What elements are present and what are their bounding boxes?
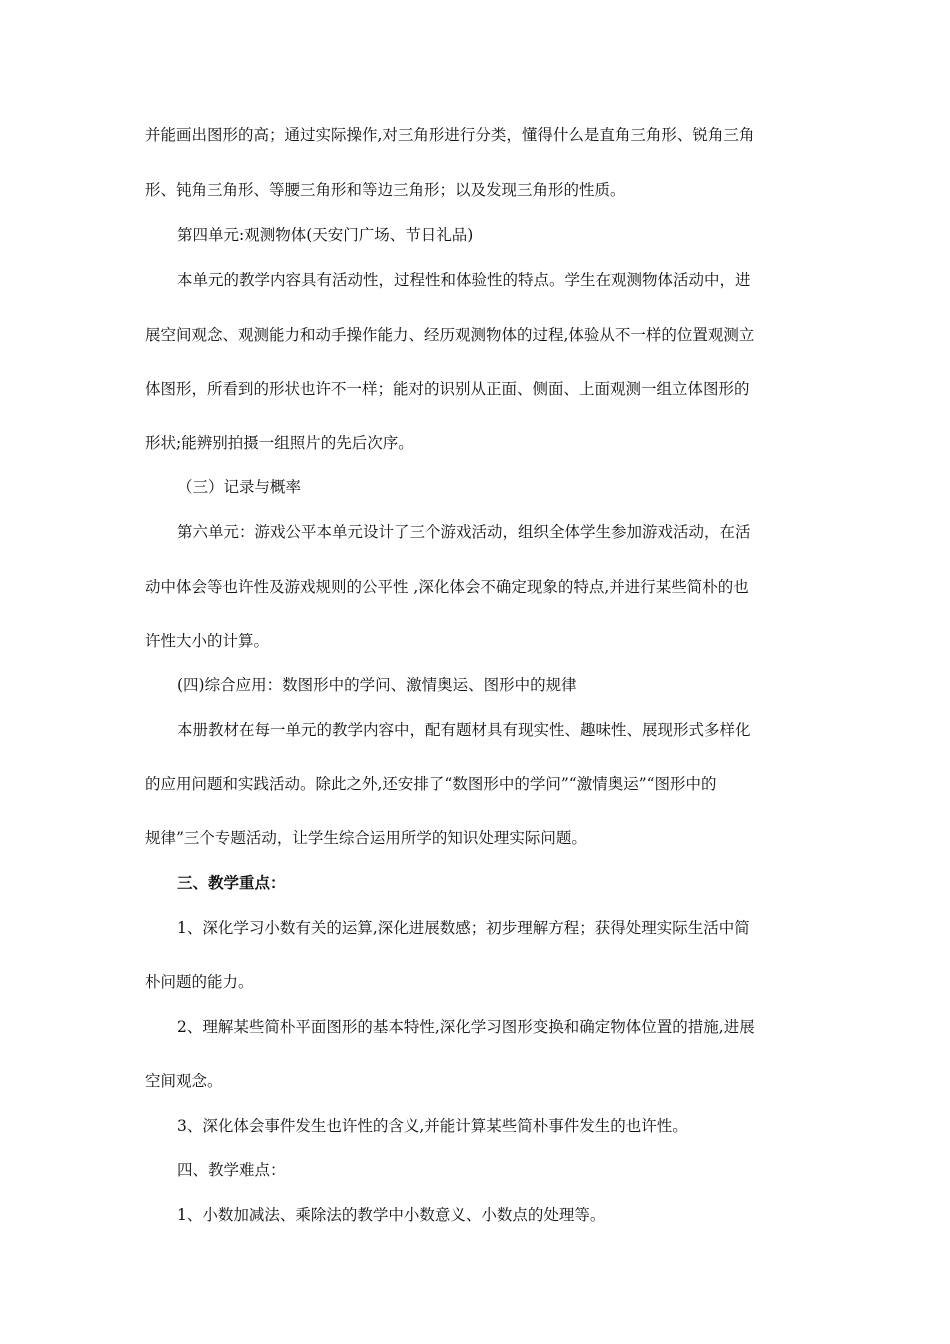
section-heading: （三）记录与概率 xyxy=(177,478,302,496)
section-heading: (四)综合应用：数图形中的学问、激情奥运、图形中的规律 xyxy=(177,676,577,694)
paragraph-line: 展空间观念、观测能力和动手操作能力、经历观测物体的过程,体验从不一样的位置观测立 xyxy=(145,326,755,344)
paragraph-line: 本册教材在每一单元的教学内容中，配有题材具有现实性、趣味性、展现形式多样化 xyxy=(177,721,751,739)
paragraph-line: 规律”三个专题活动，让学生综合运用所学的知识处理实际问题。 xyxy=(145,829,587,847)
paragraph-line: 的应用问题和实践活动。除此之外,还安排了“数图形中的学问”“激情奥运”“图形中的 xyxy=(145,775,717,793)
paragraph-line: 空间观念。 xyxy=(145,1072,223,1090)
paragraph-line: 形、钝角三角形、等腰三角形和等边三角形；以及发现三角形的性质。 xyxy=(145,181,626,199)
list-item: 1、小数加减法、乘除法的教学中小数意义、小数点的处理等。 xyxy=(177,1206,606,1224)
paragraph-line: 本单元的教学内容具有活动性，过程性和体验性的特点。学生在观测物体活动中，进 xyxy=(177,271,751,289)
paragraph-line: 第六单元：游戏公平本单元设计了三个游戏活动，组织全体学生参加游戏活动，在活 xyxy=(177,523,751,541)
list-item: 1、深化学习小数有关的运算,深化进展数感；初步理解方程；获得处理实际生活中简 xyxy=(177,919,750,937)
paragraph-line: 体图形，所看到的形状也许不一样；能对的识别从正面、侧面、上面观测一组立体图形的 xyxy=(145,380,750,398)
section-heading: 三、教学重点： xyxy=(177,873,286,892)
list-item: 3、深化体会事件发生也许性的含义,并能计算某些简朴事件发生的也许性。 xyxy=(177,1117,688,1135)
section-heading: 四、教学难点： xyxy=(177,1161,286,1179)
list-item: 2、理解某些简朴平面图形的基本特性,深化学习图形变换和确定物体位置的措施,进展 xyxy=(177,1018,755,1036)
paragraph-line: 并能画出图形的高；通过实际操作,对三角形进行分类，懂得什么是直角三角形、锐角三角 xyxy=(145,126,755,144)
paragraph-line: 许性大小的计算。 xyxy=(145,632,270,650)
paragraph-line: 动中体会等也许性及游戏规则的公平性 ,深化体会不确定现象的特点,并进行某些简朴的也 xyxy=(145,578,749,596)
paragraph-line: 形状;能辨别拍摄一组照片的先后次序。 xyxy=(145,434,414,452)
paragraph-line: 朴问题的能力。 xyxy=(145,973,254,991)
section-heading: 第四单元:观测物体(天安门广场、节日礼品) xyxy=(177,226,474,244)
